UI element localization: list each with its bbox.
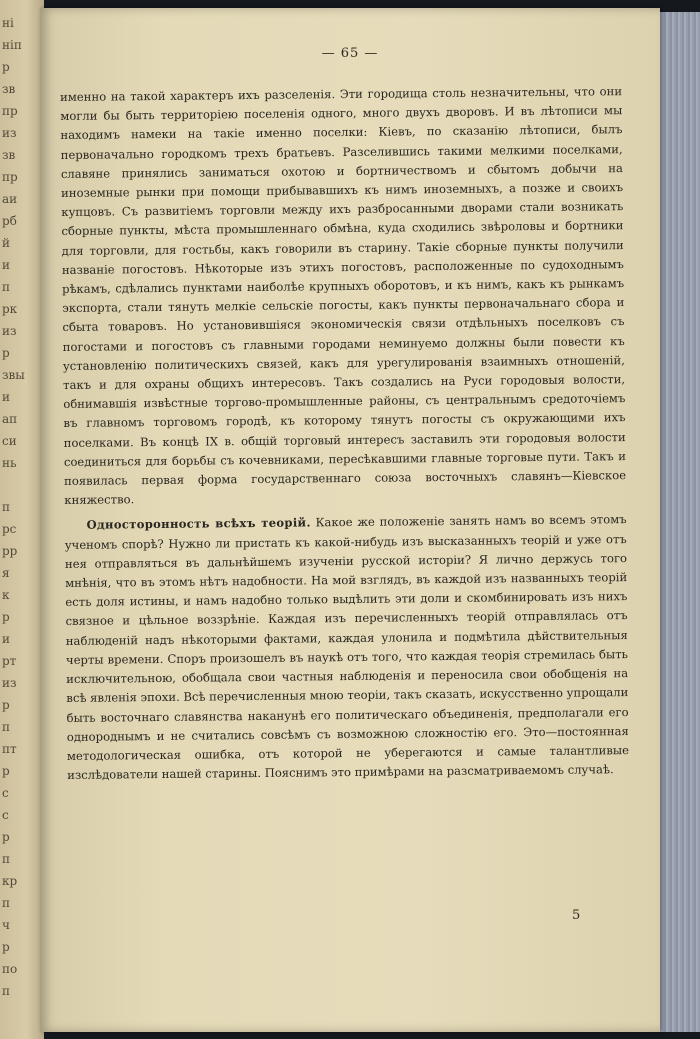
page-number: — 65 — (321, 46, 379, 61)
left-page-text-fragments: ні ніп р зв пр из зв пр аи рб й и п рк из р звы и ап си нь п рс рр я к р и рт из р п пт р с с р п кр п ч р по п (2, 16, 25, 998)
paragraph-2-text: Какое же положеніе занять намъ во всемъ этомъ ученомъ спорѣ? Нужно ли пристать къ какой-нибудь изъ высказанныхъ теорій и уже отъ нея отправляться въ дальнѣйшемъ изученіи русской исторіи? Я лично держусь того мнѣнія, что въ этомъ нѣтъ надобности. На мой взглядъ, въ каждой изъ названныхъ теорій есть доля истины, и намъ надобно только выдѣлить эти доли и скомбинировать изъ нихъ связное и цѣльное воззрѣніе. Каждая изъ перечисленныхъ теорій отправлялась отъ наблюденій надъ нѣкоторыми фактами, каждая улонила и подмѣтила дѣйствительныя черты времени. Споръ произошелъ въ наукѣ отъ того, что каждая теорія стремилась быть исключительною, обобщала свои частныя наблюденія и переносила свои обобщенія на всѣ явленія эпохи. Всѣ перечисленныя мною теоріи, такъ сказать, искусственно упрощали быть восточнаго славянства наканунѣ его политическаго объединенія, предполагали его однороднымъ и не считались совсѣмъ съ возможною сложностію его. Это—постоянная методологическая ошибка, отъ которой не уберегаются и самые талантливые изслѣдователи нашей старины. Пояснимъ это примѣрами на разсматриваемомъ случаѣ. (64, 512, 630, 783)
page-body (60, 82, 629, 785)
paragraph-2 (64, 511, 629, 786)
paragraph-1: именно на такой характеръ ихъ разселенія. Эти городища столь незначительны, что они могли бы быть территоріею поселенія одного, много двухъ дворовъ. И въ лѣтописи мы находимъ намеки на такіе именно поселки: Кіевъ, по сказанію лѣтописи, былъ первоначально городкомъ трехъ братьевъ. Разселившись такими мелкими поселками, славяне принялись заниматься охотою и бортничествомъ и сбытомъ добычи на иноземные рынки при помощи прибывавшихъ къ нимъ иноземныхъ, а позже и своихъ купцовъ. Съ развитіемъ торговли между ихъ разбросанными дворами стали возникать сборные пункты, мѣста промышленнаго обмѣна, куда сходились звѣроловы и бортники для торговли, для гостьбы, какъ говорили въ старину. Такіе сборные пункты получили названіе погостовъ. Нѣкоторые изъ этихъ погостовъ, расположенные по судоходнымъ рѣкамъ, сдѣлались пунктами наиболѣе крупныхъ оборотовъ, и къ нимъ, какъ къ рынкамъ экспорта, стали тянуть мелкіе сельскіе погосты, какъ пункты первоначальнаго сбора и сбыта товаровъ. Но установившіяся экономическія связи отдѣльныхъ поселковъ съ погостами и погостовъ съ главными городами неминуемо должны были повести къ установленію политическихъ связей, какъ для урегулированія взаимныхъ отношеній, такъ и для охраны общихъ интересовъ. Такъ создались на Руси городовыя волости, обнимавшія извѣстные торгово-промышленные районы, съ центральнымъ средоточіемъ въ главномъ торговомъ городѣ, къ которому тянутъ погосты съ окружающими ихъ поселками. Въ концѣ IX в. общій торговый интересъ заставилъ эти городовыя волости соединиться для борьбы съ кочевниками, пересѣкавшими главные торговые пути. Такъ и появилась первая форма государственнаго союза восточныхъ славянъ—Кіевское княжество. (60, 84, 627, 508)
signature-mark: 5 (572, 908, 581, 923)
left-page-edge (0, 0, 44, 1039)
section-heading: Односторонность всѣхъ теорій. (86, 515, 311, 533)
book-page (40, 8, 660, 1032)
